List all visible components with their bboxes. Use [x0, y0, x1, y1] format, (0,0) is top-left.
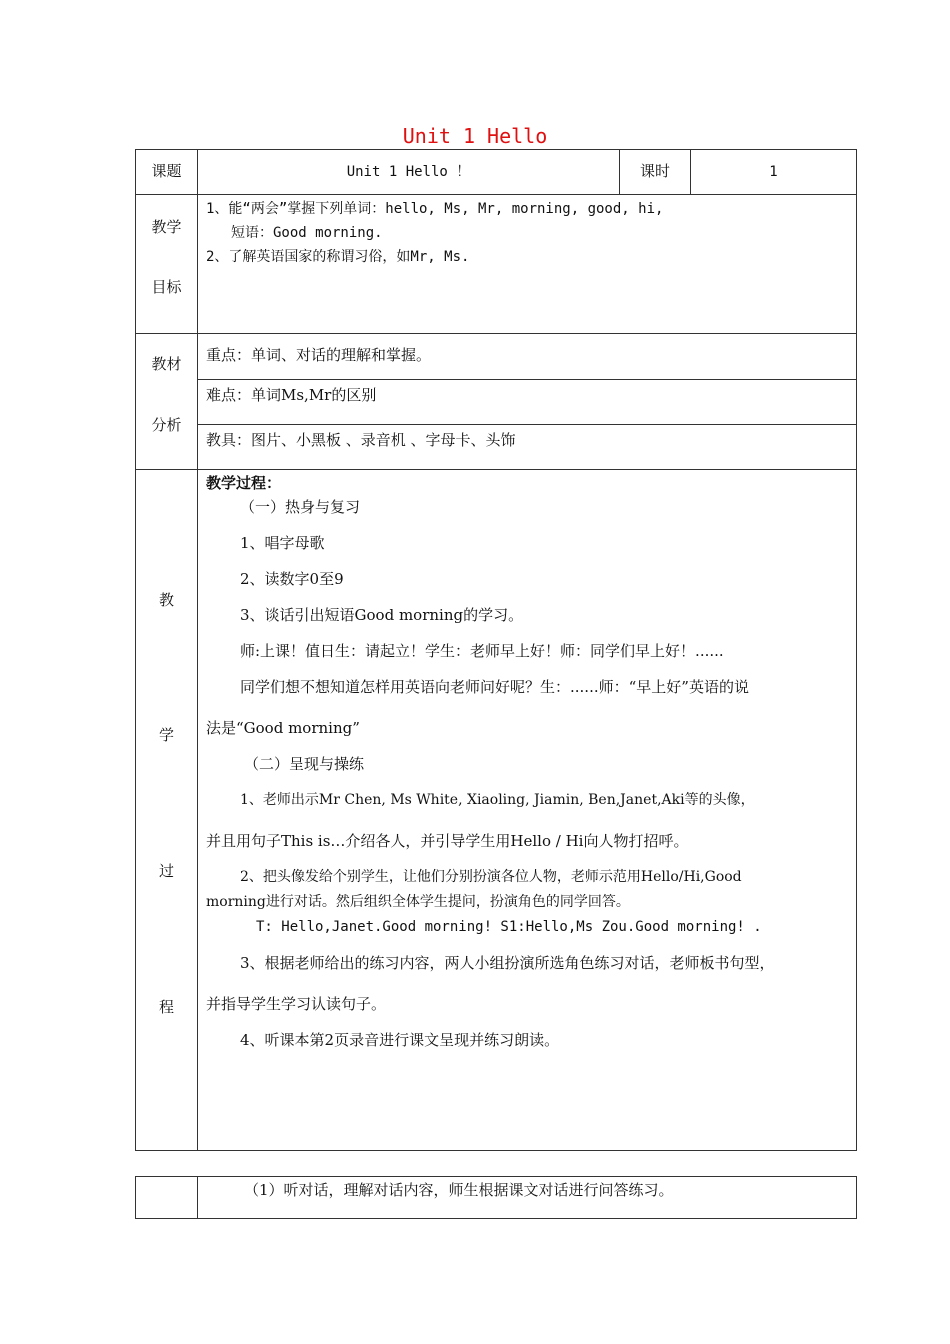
period-label: 课时 [639, 162, 670, 180]
process-label-3: 过 [158, 862, 174, 880]
process-line: 师:上课！值日生：请起立！学生：老师早上好！师：同学们早上好！...... [240, 642, 724, 660]
teaching-materials: 教具：图片、小黑板 、录音机 、字母卡、头饰 [206, 431, 516, 449]
process-line: 1、唱字母歌 [240, 534, 325, 552]
process-line: 法是“Good morning” [206, 719, 360, 737]
process-label-1: 教 [158, 591, 174, 609]
table-border-top [135, 1176, 857, 1177]
period-value: 1 [769, 164, 778, 180]
process-label-4: 程 [158, 998, 174, 1016]
process-line: 并指导学生学习认读句子。 [206, 995, 387, 1013]
process-line: 并且用句子This is…介绍各人，并引导学生用Hello / Hi向人物打招呼。 [206, 832, 689, 850]
process-line: T: Hello,Janet.Good morning! S1:Hello,Ms Zou.Good morning! . [256, 919, 762, 935]
key-point: 重点：单词、对话的理解和掌握。 [206, 346, 432, 364]
table-rule [197, 379, 857, 380]
objective-line: 1、能“两会”掌握下列单词：hello, Ms, Mr, morning, good, hi, [206, 201, 664, 217]
process-line: 1、老师出示Mr Chen, Ms White, Xiaoling, Jiamin, Ben,Janet,Aki等的头像， [240, 792, 755, 808]
process-line: morning进行对话。然后组织全体学生提问，扮演角色的同学回答。 [206, 894, 630, 910]
process-line: 4、听课本第2页录音进行课文呈现并练习朗读。 [240, 1031, 560, 1049]
process-label-2: 学 [158, 726, 174, 744]
table-rule-vertical [197, 149, 198, 1151]
process-line: 同学们想不想知道怎样用英语向老师问好呢？生：......师：“早上好”英语的说 [240, 678, 749, 696]
table-rule [135, 333, 857, 334]
table-border-left [135, 1176, 136, 1219]
objectives-label-2: 目标 [151, 278, 182, 296]
table-rule [135, 194, 857, 195]
document-title: Unit 1 Hello [402, 124, 548, 148]
process-line: 2、读数字0至9 [240, 570, 344, 588]
table-rule-vertical [197, 1176, 198, 1219]
continuation-line: （1）听对话，理解对话内容，师生根据课文对话进行问答练习。 [244, 1181, 674, 1199]
table-border-bottom [135, 1150, 857, 1151]
table-border-bottom [135, 1218, 857, 1219]
table-border-right [856, 1176, 857, 1219]
analysis-label-1: 教材 [151, 355, 182, 373]
table-border-top [135, 149, 857, 150]
analysis-label-2: 分析 [151, 416, 182, 434]
table-rule [135, 469, 857, 470]
difficulty: 难点：单词Ms,Mr的区别 [206, 386, 377, 404]
topic-value: Unit 1 Hello ！ [346, 164, 471, 180]
table-rule [197, 424, 857, 425]
process-line: （二）呈现与操练 [244, 755, 365, 773]
objectives-label-1: 教学 [151, 218, 182, 236]
process-line: 2、把头像发给个别学生，让他们分别扮演各位人物，老师示范用Hello/Hi,Good [240, 869, 742, 885]
process-line: 3、谈话引出短语Good morning的学习。 [240, 606, 524, 624]
process-line: （一）热身与复习 [240, 498, 361, 516]
process-heading: 教学过程： [206, 474, 282, 492]
objective-line: 2、了解英语国家的称谓习俗，如Mr, Ms. [206, 249, 470, 265]
table-border-right [856, 149, 857, 1151]
process-line: 3、根据老师给出的练习内容，两人小组扮演所选角色练习对话，老师板书句型， [240, 954, 775, 972]
topic-label: 课题 [151, 162, 182, 180]
objective-line: 短语：Good morning. [231, 225, 383, 241]
